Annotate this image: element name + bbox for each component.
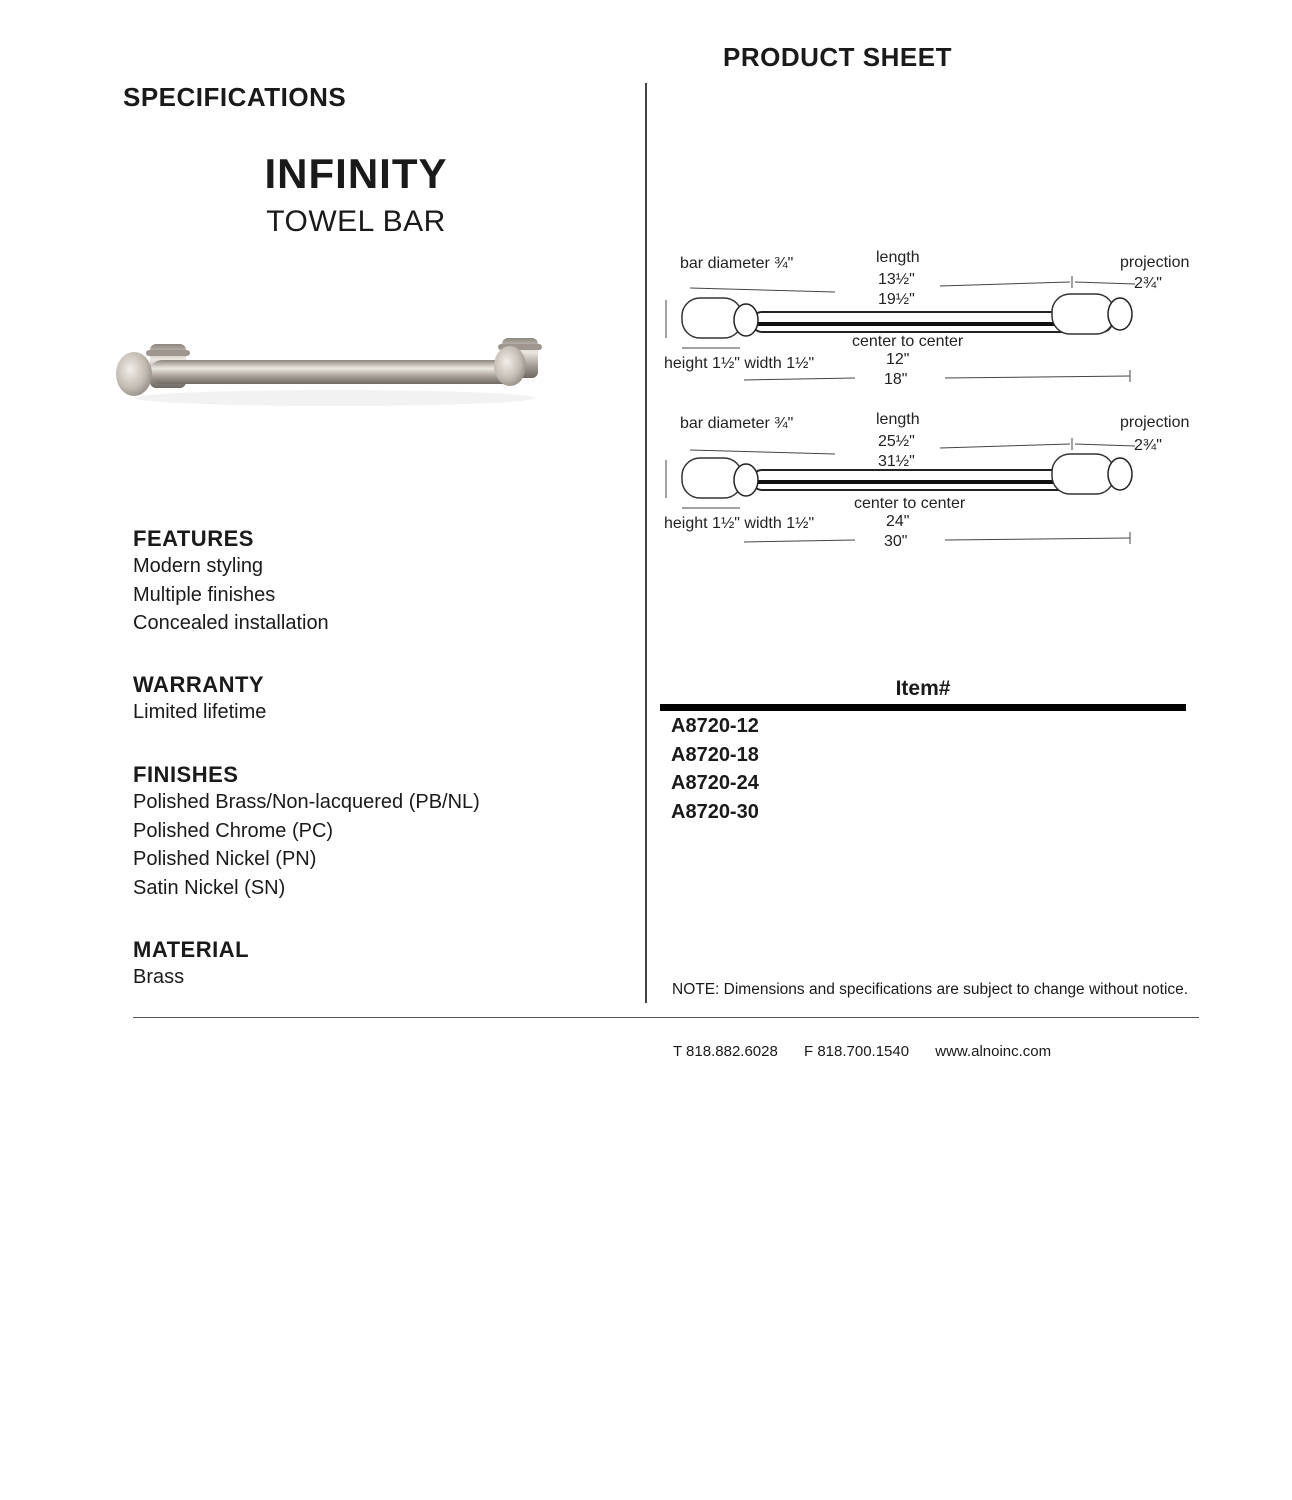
item-number: A8720-12 bbox=[671, 715, 759, 737]
projection-label: projection bbox=[1120, 414, 1190, 431]
length-value: 19½" bbox=[878, 291, 915, 308]
material-item: Brass bbox=[133, 966, 185, 988]
footer-divider bbox=[133, 1017, 1199, 1018]
items-heading: Item# bbox=[895, 677, 951, 700]
length-value: 25½" bbox=[878, 433, 915, 450]
bar-diameter-label: bar diameter ¾" bbox=[680, 255, 794, 272]
footer-phone: T 818.882.6028 bbox=[673, 1043, 778, 1060]
finish-item: Polished Chrome (PC) bbox=[133, 819, 334, 842]
feature-item: Concealed installation bbox=[133, 612, 329, 634]
finishes-heading: FINISHES bbox=[133, 762, 239, 787]
center-value: 12" bbox=[886, 351, 910, 368]
warranty-heading: WARRANTY bbox=[133, 672, 265, 697]
center-value: 24" bbox=[886, 513, 910, 530]
material-heading: MATERIAL bbox=[133, 937, 250, 962]
features-heading: FEATURES bbox=[133, 526, 254, 551]
dimension-diagram-1 bbox=[660, 240, 1200, 390]
finish-item: Satin Nickel (SN) bbox=[133, 876, 286, 899]
items-list bbox=[671, 712, 759, 826]
feature-item: Multiple finishes bbox=[133, 583, 276, 606]
item-number: A8720-30 bbox=[671, 800, 759, 823]
items-heading-rule bbox=[660, 704, 1186, 711]
dimension-diagram-2 bbox=[660, 402, 1200, 552]
center-value: 30" bbox=[884, 533, 908, 550]
product-sheet-title: PRODUCT SHEET bbox=[723, 42, 952, 72]
length-value: 13½" bbox=[878, 271, 915, 288]
height-width-label: height 1½" width 1½" bbox=[664, 515, 815, 532]
projection-value: 2¾" bbox=[1134, 437, 1162, 454]
center-label: center to center bbox=[852, 333, 964, 350]
towel-bar-photo bbox=[110, 330, 560, 440]
projection-label: projection bbox=[1120, 254, 1190, 271]
item-number: A8720-18 bbox=[671, 743, 759, 766]
finish-item: Polished Brass/Non-lacquered (PB/NL) bbox=[133, 791, 480, 813]
specifications-title: SPECIFICATIONS bbox=[123, 82, 347, 112]
product-name: INFINITY bbox=[264, 150, 448, 197]
finish-item: Polished Nickel (PN) bbox=[133, 848, 317, 870]
warranty-section bbox=[133, 672, 266, 727]
footer-contact bbox=[673, 1043, 1073, 1060]
item-number: A8720-24 bbox=[671, 772, 759, 794]
material-section bbox=[133, 937, 249, 992]
footer-fax: F 818.700.1540 bbox=[804, 1043, 910, 1060]
disclaimer-note: NOTE: Dimensions and specifications are subject to change without notice. bbox=[672, 981, 1189, 998]
height-width-label: height 1½" width 1½" bbox=[664, 355, 815, 372]
length-label: length bbox=[876, 249, 920, 266]
product-type: TOWEL BAR bbox=[266, 205, 446, 238]
length-label: length bbox=[876, 411, 920, 428]
features-section bbox=[133, 526, 329, 638]
projection-value: 2¾" bbox=[1134, 275, 1162, 292]
footer-website[interactable]: www.alnoinc.com bbox=[935, 1043, 1052, 1060]
finishes-section bbox=[133, 762, 480, 902]
bar-diameter-label: bar diameter ¾" bbox=[680, 415, 794, 432]
length-value: 31½" bbox=[878, 453, 915, 470]
center-label: center to center bbox=[854, 495, 966, 512]
feature-item: Modern styling bbox=[133, 555, 264, 577]
warranty-item: Limited lifetime bbox=[133, 701, 267, 723]
center-value: 18" bbox=[884, 371, 908, 388]
